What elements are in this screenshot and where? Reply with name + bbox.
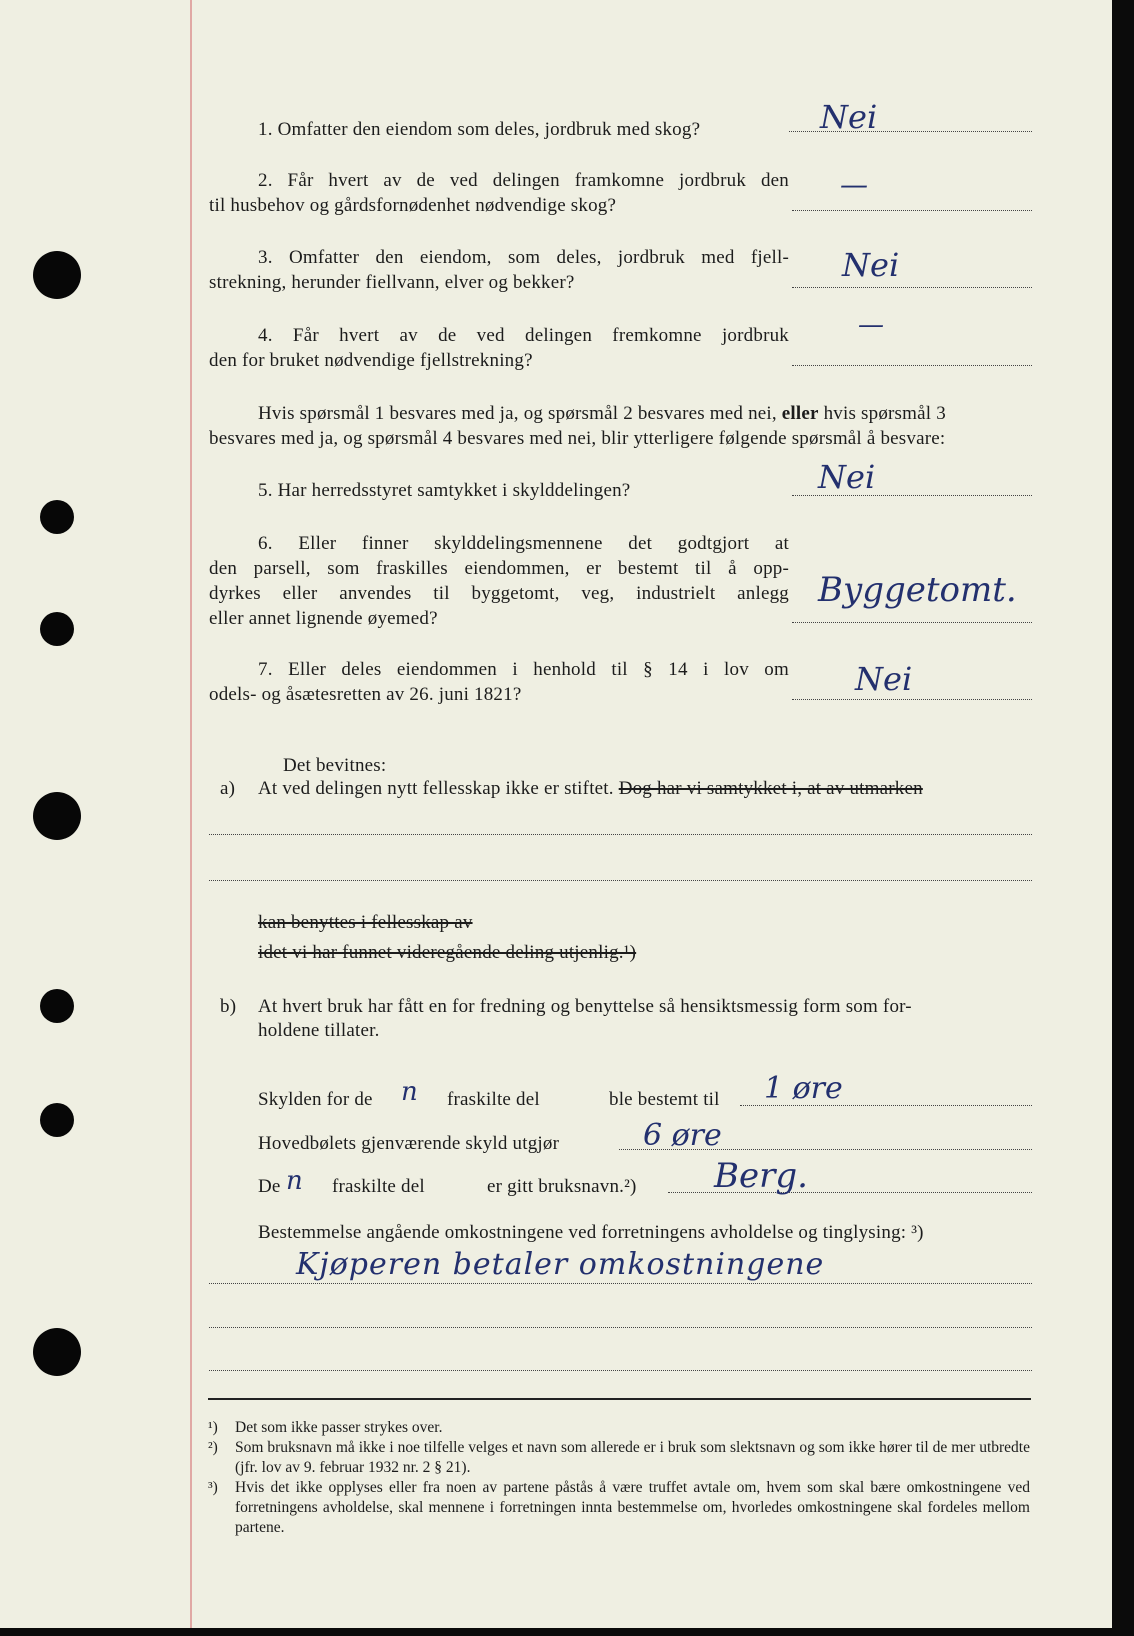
question-2-line-1: 2. Får hvert av de ved delingen framkomne jordbruk den [258, 170, 789, 191]
skyld-value: 1 øre [764, 1071, 843, 1106]
binder-hole [40, 500, 74, 534]
question-7-line-1: 7. Eller deles eiendommen i henhold til § 14 i lov om [258, 659, 789, 680]
question-6-line-2: den parsell, som fraskilles eiendommen, er bestemt til å opp- [209, 558, 789, 579]
struck-line-1: kan benyttes i fellesskap av [258, 912, 473, 933]
footnote-3-mark: ³) [208, 1479, 218, 1496]
footnote-1-mark: ¹) [208, 1419, 218, 1436]
blank-line [209, 1370, 1032, 1371]
answer-1: Nei [820, 98, 878, 136]
question-1: 1. Omfatter den eiendom som deles, jordbruk med skog? [258, 119, 701, 140]
question-3-line-1: 3. Omfatter den eiendom, som deles, jordbruk med fjell- [258, 247, 789, 268]
bruksnavn-label-b: fraskilte del [332, 1176, 425, 1197]
condition-bold: eller [781, 403, 819, 424]
clause-b-line-2: holdene tillater. [258, 1020, 380, 1041]
question-6-line-3: dyrkes eller anvendes til byggetomt, veg, industrielt anlegg [209, 583, 789, 604]
hovedbol-value: 6 øre [643, 1118, 722, 1153]
question-6-line-4: eller annet lignende øyemed? [209, 608, 438, 629]
question-4-line-2: den for bruket nødvendige fjellstrekning? [209, 350, 533, 371]
binder-hole [40, 1103, 74, 1137]
skyld-label-a: Skylden for de [258, 1089, 373, 1110]
question-4-line-1: 4. Får hvert av de ved delingen fremkomne jordbruk [258, 325, 789, 346]
skyld-handwritten-suffix: n [401, 1077, 418, 1107]
condition-text-a: Hvis spørsmål 1 besvares med ja, og spørsmål 2 besvares med nei, [258, 403, 777, 424]
answer-line-2 [792, 210, 1032, 211]
bruksnavn-label-a: De [258, 1176, 281, 1197]
blank-line [209, 834, 1032, 835]
answer-4: — [858, 310, 884, 340]
skyld-label-c: ble bestemt til [609, 1089, 720, 1110]
answer-6: Byggetomt. [818, 570, 1017, 610]
footnote-2 [208, 1438, 1030, 1478]
footnote-2-mark: ²) [208, 1439, 218, 1456]
blank-line [209, 1327, 1032, 1328]
clause-a-marker: a) [220, 778, 236, 799]
hovedbol-label: Hovedbølets gjenværende skyld utgjør [258, 1133, 560, 1154]
footnote-divider [208, 1398, 1031, 1400]
condition-text-b: hvis spørsmål 3 [823, 403, 946, 424]
condition-paragraph-line-2: besvares med ja, og spørsmål 4 besvares med nei, blir ytterligere følgende spørsmål å besvare: [209, 428, 946, 449]
question-3-line-2: strekning, herunder fiellvann, elver og bekker? [209, 272, 575, 293]
question-7-line-2: odels- og åsætesretten av 26. juni 1821? [209, 684, 522, 705]
binder-hole [33, 251, 81, 299]
question-5: 5. Har herredsstyret samtykket i skylddelingen? [258, 480, 631, 501]
testimony-heading: Det bevitnes: [283, 755, 387, 776]
question-6-line-1: 6. Eller finner skylddelingsmennene det godtgjort at [258, 533, 789, 554]
bruksnavn-label-c: er gitt bruksnavn.²) [487, 1176, 637, 1197]
answer-line-6 [792, 622, 1032, 623]
answer-line-3 [792, 287, 1032, 288]
answer-2: — [840, 168, 868, 201]
clause-b-marker: b) [220, 996, 237, 1017]
omkostning-label: Bestemmelse angående omkostningene ved forretningens avholdelse og tinglysing: ³) [258, 1222, 924, 1243]
binder-hole [33, 1328, 81, 1376]
clause-b-line-1: At hvert bruk har fått en for fredning og benyttelse så hensiktsmessig form som for- [258, 996, 912, 1017]
answer-7: Nei [855, 660, 913, 698]
footnote-3-text: Hvis det ikke opplyses eller fra noen av partene påstås å være truffet avtale om, hvem som skal bære omkostningene ved forretningens avholdelse, skal mennene i forretningen innta bestemmelse om, hvorledes omkostningene skal fordeles mellom partene. [235, 1479, 1030, 1536]
clause-a-text [258, 776, 923, 801]
binder-hole [40, 612, 74, 646]
footnote-3 [208, 1478, 1030, 1538]
clause-a-statement: At ved delingen nytt fellesskap ikke er stiftet. [258, 778, 614, 799]
binder-hole [40, 989, 74, 1023]
omkostning-value: Kjøperen betaler omkostningene [296, 1247, 825, 1282]
answer-line-4 [792, 365, 1032, 366]
footnote-1-text: Det som ikke passer strykes over. [235, 1419, 443, 1436]
condition-paragraph-line-1 [258, 401, 946, 426]
binder-hole [33, 792, 81, 840]
bruksnavn-value: Berg. [714, 1156, 808, 1196]
answer-line-7 [792, 699, 1032, 700]
footnote-2-text: Som bruksnavn må ikke i noe tilfelle velges et navn som allerede er i bruk som slektsnavn og som ikke hører til de mer utbredte (jfr. lov av 9. februar 1932 nr. 2 § 21). [235, 1439, 1030, 1476]
bruksnavn-handwritten-suffix: n [286, 1166, 303, 1196]
question-2-line-2: til husbehov og gårdsfornødenhet nødvendige skog? [209, 195, 617, 216]
struck-line-2: idet vi har funnet videregående deling utjenlig.¹) [258, 942, 637, 963]
footnote-1 [208, 1418, 1030, 1438]
answer-5: Nei [818, 458, 876, 496]
skyld-label-b: fraskilte del [447, 1089, 540, 1110]
omkostning-value-line [209, 1283, 1032, 1284]
clause-a-struck: Dog har vi samtykket i, at av utmarken [618, 778, 923, 799]
answer-3: Nei [842, 246, 900, 284]
blank-line [209, 880, 1032, 881]
margin-rule [190, 0, 192, 1628]
